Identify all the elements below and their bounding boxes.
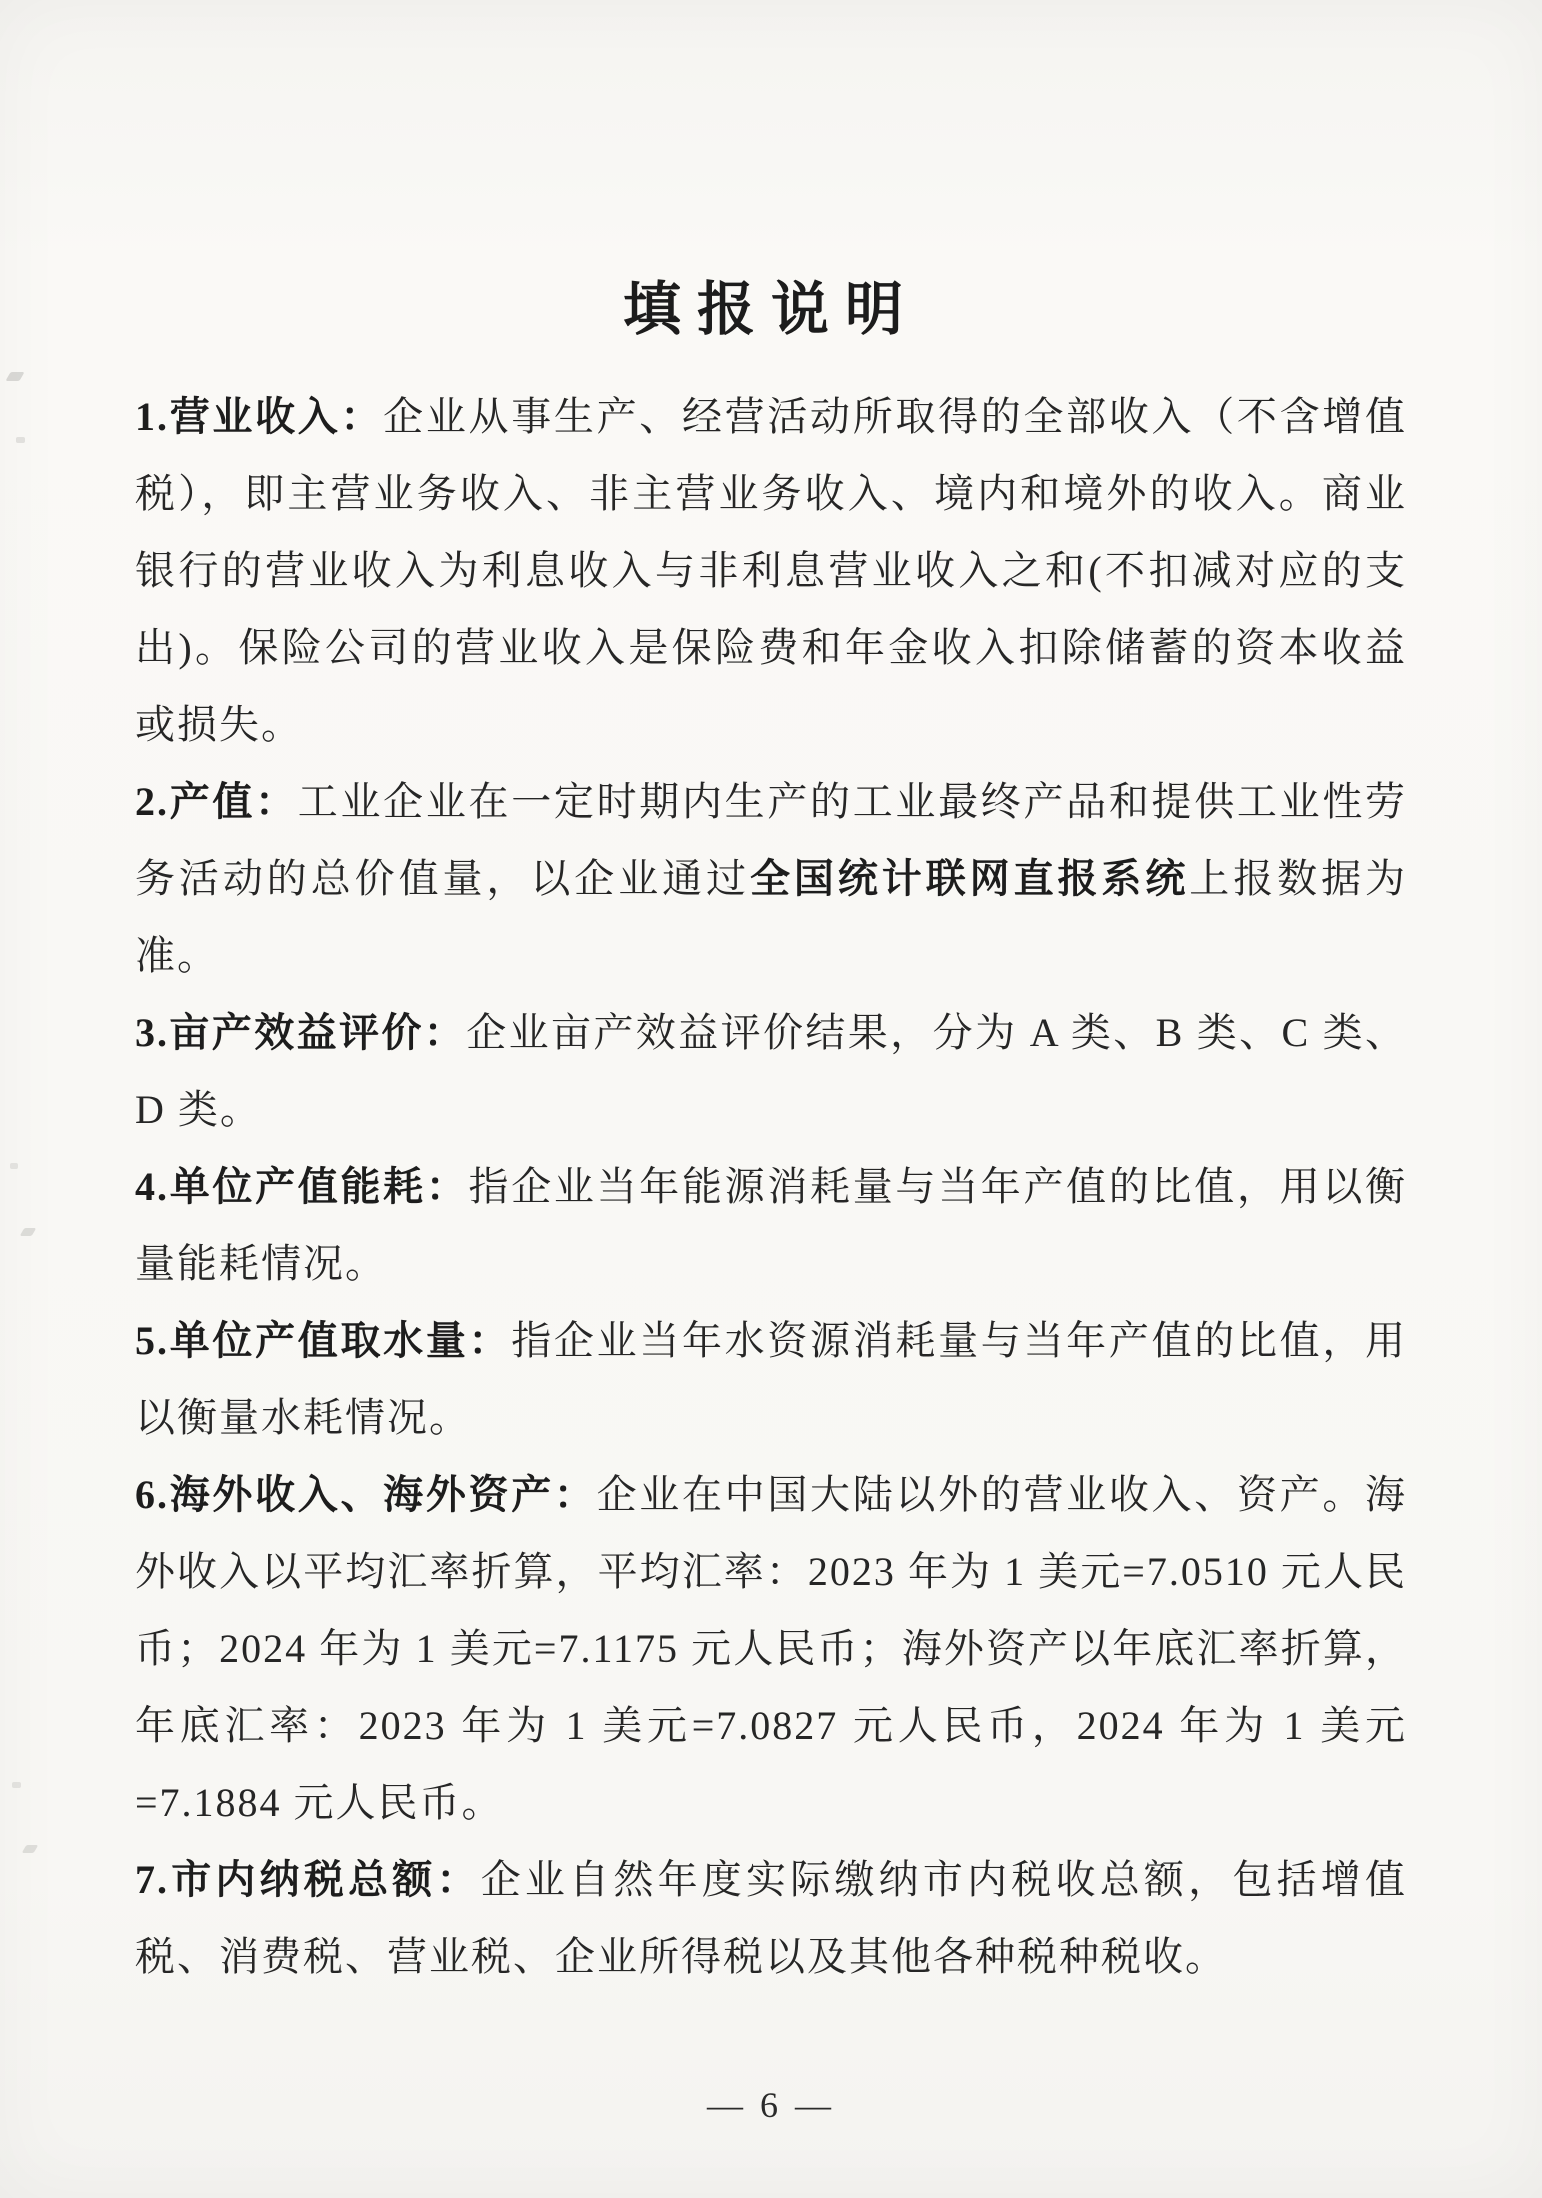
item-3-text: 企业亩产效益评价结果，分为 A 类、B 类、C 类、D 类。	[135, 1010, 1407, 1132]
scan-artifact	[20, 1228, 37, 1236]
document-body	[135, 378, 1407, 1995]
instruction-item-3	[135, 994, 1407, 1148]
item-5-label: 5.单位产值取水量：	[135, 1318, 512, 1363]
item-3-label: 3.亩产效益评价：	[135, 1010, 467, 1055]
item-4-label: 4.单位产值能耗：	[135, 1164, 469, 1209]
item-1-label: 1.营业收入：	[135, 394, 384, 439]
instruction-item-7	[135, 1841, 1407, 1995]
item-6-label: 6.海外收入、海外资产：	[135, 1472, 597, 1517]
instruction-item-2	[135, 763, 1407, 994]
item-2-label: 2.产值：	[135, 779, 298, 824]
item-7-label: 7.市内纳税总额：	[135, 1857, 481, 1902]
item-4-text: 指企业当年能源消耗量与当年产值的比值，用以衡量能耗情况。	[135, 1164, 1408, 1286]
page-title: 填报说明	[622, 277, 919, 342]
instruction-item-6	[135, 1456, 1407, 1841]
item-2-text-before: 工业企业在一定时期内生产的工业最终产品和提供工业性劳务活动的总价值量，以企业通过	[135, 779, 1408, 901]
scan-artifact	[5, 372, 24, 381]
item-7-text: 企业自然年度实际缴纳市内税收总额，包括增值税、消费税、营业税、企业所得税以及其他各种税种税收。	[135, 1857, 1408, 1979]
item-6-text: 企业在中国大陆以外的营业收入、资产。海外收入以平均汇率折算，平均汇率：2023 年为 1 美元=7.0510 元人民币；2024 年为 1 美元=7.1175 元人民币；海外资产以年底汇率折算，年底汇率：2023 年为 1 美元=7.0827 元人民币，2024 年为 1 美元=7.1884 元人民币。	[135, 1472, 1408, 1825]
scan-artifact	[10, 1163, 18, 1169]
page-number: — 6 —	[707, 2085, 835, 2125]
scan-artifact	[12, 1782, 21, 1788]
scan-artifact	[22, 1845, 39, 1853]
instruction-item-4	[135, 1148, 1407, 1302]
item-2-bold-system-name: 全国统计联网直报系统	[750, 856, 1190, 901]
instruction-item-5	[135, 1302, 1407, 1456]
item-1-text: 企业从事生产、经营活动所取得的全部收入（不含增值税），即主营业务收入、非主营业务收入、境内和境外的收入。商业银行的营业收入为利息收入与非利息营业收入之和(不扣减对应的支出)。保险公司的营业收入是保险费和年金收入扣除储蓄的资本收益或损失。	[135, 394, 1408, 747]
item-2-text-after: 上报数据为准。	[135, 856, 1408, 978]
instruction-item-1	[135, 378, 1407, 763]
scan-artifact	[16, 437, 25, 443]
item-5-text: 指企业当年水资源消耗量与当年产值的比值，用以衡量水耗情况。	[135, 1318, 1408, 1440]
